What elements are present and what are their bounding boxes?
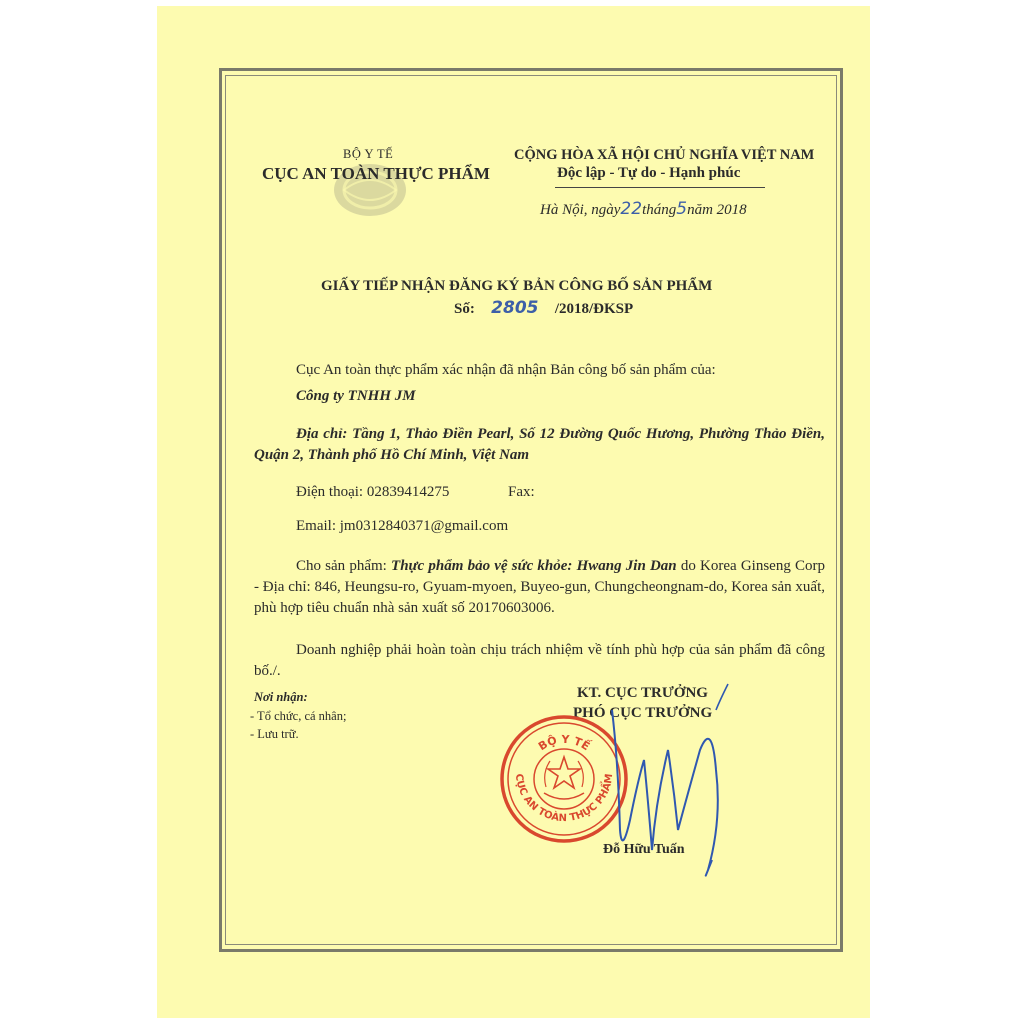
ministry-name: BỘ Y TẾ xyxy=(343,147,394,161)
recipient-item: - Tổ chức, cá nhân; xyxy=(250,709,347,723)
recipient-item: - Lưu trữ. xyxy=(250,727,299,741)
handwritten-signature-icon xyxy=(590,680,750,890)
number-suffix: /2018/ĐKSP xyxy=(554,301,634,317)
date-prefix: Hà Nội, ngày xyxy=(540,202,621,218)
product-label: Cho sản phẩm: xyxy=(296,558,392,574)
svg-text:BỘ Y TẾ xyxy=(536,733,593,754)
document-title: GIẤY TIẾP NHẬN ĐĂNG KÝ BẢN CÔNG BỐ SẢN PHẨM xyxy=(321,278,713,294)
company-name: Công ty TNHH JM xyxy=(296,388,416,404)
product-details: do Korea Ginseng Corp - Địa chỉ: 846, Heungsu-ro, Gyuam-myoen, Buyeo-gun, Chungcheongnam-do, Korea sản xuất, phù hợp tiêu chuẩn nhà sản xuất số 20170603006. xyxy=(254,558,825,616)
number-handwritten: 2805 xyxy=(491,298,539,318)
seal-ministry-text: BỘ Y TẾ xyxy=(536,732,592,754)
motto-underline xyxy=(555,187,765,188)
responsibility-text: Doanh nghiệp phải hoàn toàn chịu trách nhiệm về tính phù hợp của sản phẩm đã công bố./. xyxy=(254,642,825,679)
product-name: Thực phẩm bảo vệ sức khỏe: Hwang Jin Dan xyxy=(391,558,677,574)
email: Email: jm0312840371@gmail.com xyxy=(296,518,509,534)
national-motto: Độc lập - Tự do - Hạnh phúc xyxy=(557,165,741,181)
phone: Điện thoại: 02839414275 xyxy=(296,484,450,500)
agency-name: CỤC AN TOÀN THỰC PHẨM xyxy=(262,164,490,183)
fax: Fax: xyxy=(508,484,535,500)
date-day: 22 xyxy=(620,199,643,219)
signer-title-line2: PHÓ CỤC TRƯỞNG xyxy=(573,705,713,721)
number-label: Số: xyxy=(454,301,475,317)
issue-date xyxy=(540,199,747,219)
date-month-label: tháng xyxy=(642,202,677,218)
document-number xyxy=(454,298,633,318)
company-address: Địa chỉ: Tầng 1, Thảo Điền Pearl, Số 12 Đường Quốc Hương, Phường Thảo Điền, Quận 2, Thành phố Hồ Chí Minh, Việt Nam xyxy=(254,426,825,463)
recipients-title: Nơi nhận: xyxy=(254,690,308,704)
signer-title-line1: KT. CỤC TRƯỞNG xyxy=(577,685,708,701)
date-year: năm 2018 xyxy=(687,202,747,218)
intro-text: Cục An toàn thực phẩm xác nhận đã nhận Bản công bố sản phẩm của: xyxy=(296,362,716,378)
product-paragraph xyxy=(254,556,825,619)
date-month: 5 xyxy=(676,199,688,219)
signer-name: Đỗ Hữu Tuấn xyxy=(603,842,685,857)
nation-name: CỘNG HÒA XÃ HỘI CHỦ NGHĨA VIỆT NAM xyxy=(514,147,815,163)
seal-agency-text: CỤC AN TOÀN THỰC PHẨM xyxy=(512,773,616,825)
